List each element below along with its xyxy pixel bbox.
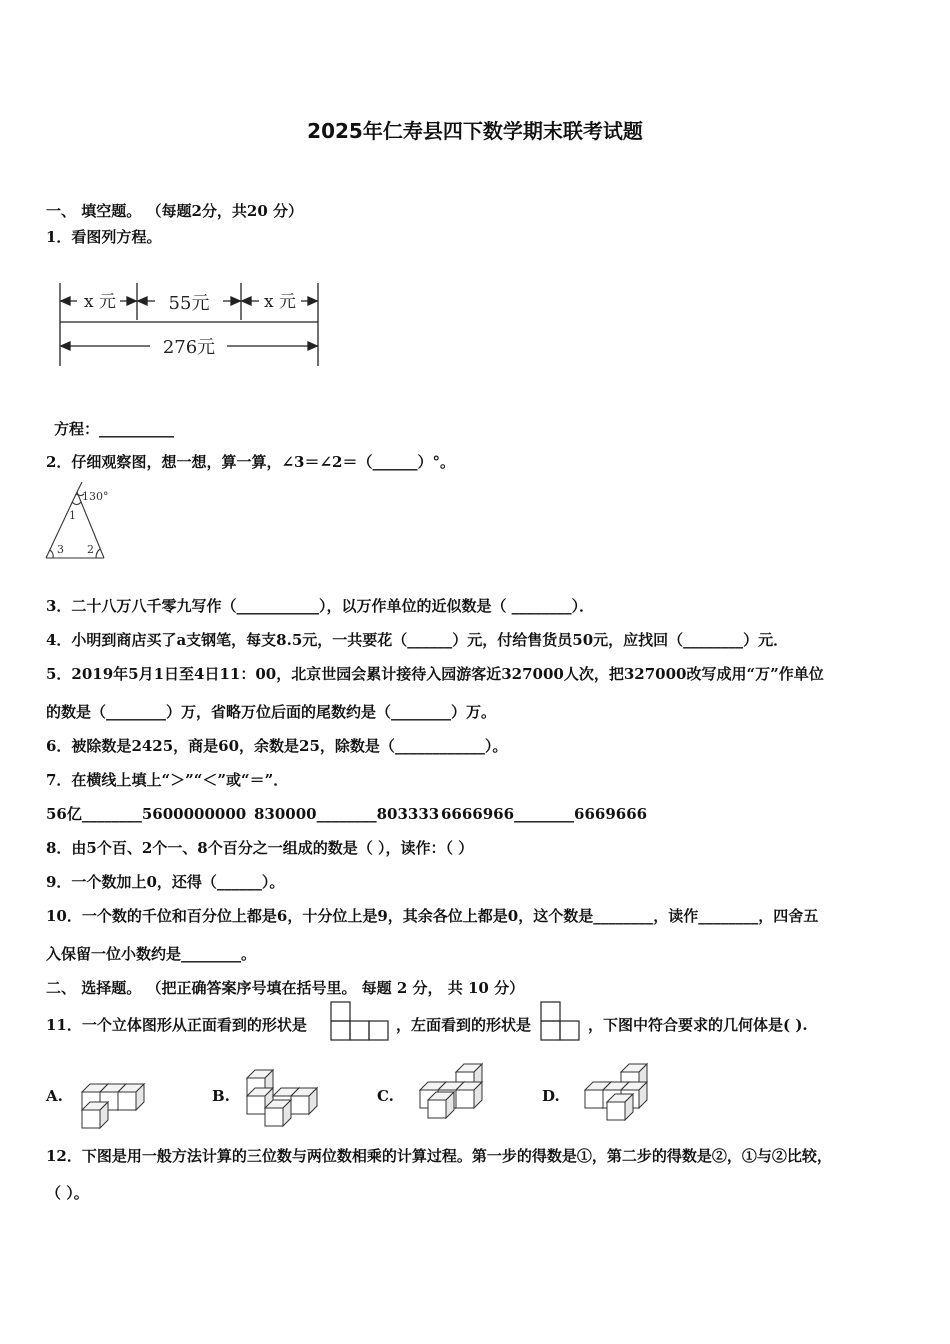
section-2-heading: 二、 选择题。 （把正确答案序号填在括号里。 每题 2 分， 共 10 分） (46, 979, 525, 997)
front-view-figure (330, 1001, 390, 1043)
question-12-line-2: （ ）。 (46, 1184, 89, 1202)
question-11-part-1: 11．一个立体图形从正面看到的形状是 (46, 1016, 307, 1034)
option-b-label: B. (212, 1087, 230, 1105)
page-title: 2025年仁寿县四下数学期末联考试题 (307, 119, 643, 143)
option-c-figure (408, 1064, 490, 1126)
angle-3-label: 3 (57, 543, 64, 556)
cube (428, 1092, 454, 1118)
equation-answer-line: 方程：__________ (54, 420, 175, 438)
diagram-seg2-label: 55元 (168, 293, 210, 314)
question-11-part-3: ，下图中符合要求的几何体是( ). (588, 1016, 808, 1034)
option-d-label: D. (542, 1087, 560, 1105)
cube (82, 1102, 108, 1128)
option-b-figure (243, 1068, 325, 1130)
question-10-line-1: 10．一个数的千位和百分位上都是6，十分位上是9，其余各位上都是0，这个数是________，读作________，四舍五 (46, 907, 819, 925)
diagram-seg3-label: x 元 (264, 292, 296, 312)
angle-1-label: 1 (69, 509, 76, 522)
cube (291, 1088, 317, 1114)
triangle-figure (40, 482, 120, 562)
section-1-heading: 一、 填空题。 （每题2分，共20 分） (46, 202, 303, 220)
cube (118, 1084, 144, 1110)
angle-130-label: 130° (82, 490, 109, 503)
question-8: 8．由5个百、2个一、8个百分之一组成的数是（ ），读作：（ ） (46, 839, 474, 857)
question-7: 7．在横线上填上“＞”“＜”或“＝”． (46, 771, 289, 789)
question-6: 6．被除数是2425，商是60，余数是25，除数是（____________）。 (46, 737, 508, 755)
option-c-label: C. (377, 1087, 394, 1105)
angle-2-label: 2 (87, 543, 94, 556)
option-a-label: A. (46, 1087, 63, 1105)
diagram-total-label: 276元 (162, 337, 216, 358)
segment-diagram (55, 278, 330, 368)
question-5-line-1: 5．2019年5月1日至4日11：00，北京世园会累计接待入园游客近327000人次，把327000改写成用“万”作单位 (46, 665, 824, 683)
question-11-part-2: ，左面看到的形状是 (396, 1016, 532, 1034)
diagram-seg1-label: x 元 (84, 292, 116, 312)
cube (265, 1100, 291, 1126)
question-7-item-1: 56亿________5600000000 (46, 805, 247, 823)
question-10-line-2: 入保留一位小数约是________。 (46, 945, 257, 963)
cube (607, 1094, 633, 1120)
cube (456, 1082, 482, 1108)
question-1: 1．看图列方程。 (46, 228, 162, 246)
option-d-figure (573, 1064, 655, 1126)
question-3: 3．二十八万八千零九写作（___________），以万作单位的近似数是（ ________）． (46, 597, 595, 615)
question-4: 4．小明到商店买了a支钢笔，每支8.5元，一共要花（______）元，付给售货员50元，应找回（________）元． (46, 631, 789, 649)
question-2: 2．仔细观察图，想一想，算一算，∠3＝∠2＝（______）°。 (46, 453, 455, 471)
option-a-figure (78, 1072, 160, 1130)
left-view-figure (540, 1001, 582, 1043)
question-5-line-2: 的数是（________）万，省略万位后面的尾数约是（________）万。 (46, 703, 497, 721)
question-7-item-3: 6666966________6669666 (441, 805, 648, 823)
question-7-item-2: 830000________803333 (254, 805, 440, 823)
question-12-line-1: 12．下图是用一般方法计算的三位数与两位数相乘的计算过程。第一步的得数是①，第二步的得数是②，①与②比较， (46, 1147, 832, 1165)
question-9: 9．一个数加上0，还得（______）。 (46, 873, 285, 891)
